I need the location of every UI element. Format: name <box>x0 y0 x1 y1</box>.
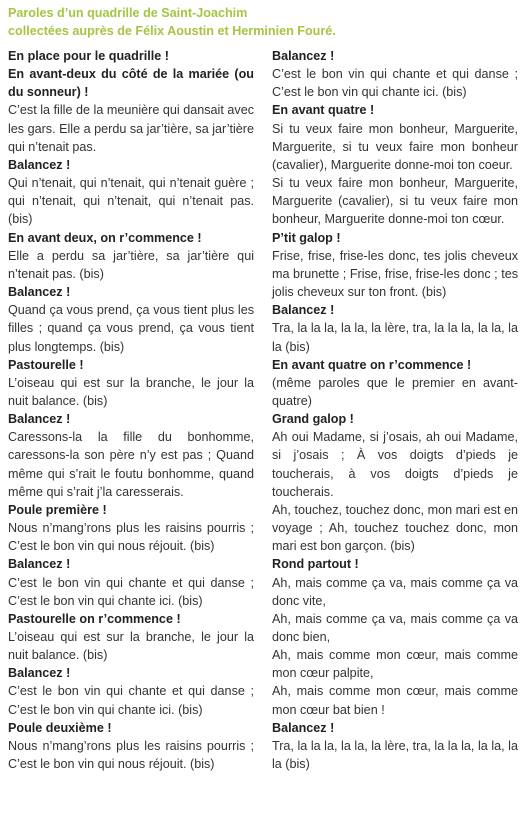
lyrics-paragraph: Ah, mais comme ça va, mais comme ça va donc vite, <box>272 575 518 608</box>
section-heading: Grand galop ! <box>272 412 354 427</box>
left-column <box>8 47 254 773</box>
lyrics-paragraph: Ah, touchez, touchez donc, mon mari est en voyage ; Ah, touchez touchez donc, mon mari est bon garçon. (bis) <box>272 502 518 554</box>
section-heading: Pastourelle ! <box>8 357 84 372</box>
lyrics-paragraph: Si tu veux faire mon bonheur, Marguerite, Marguerite (cavalier), si tu veux faire mon bonheur, Marguerite donne-moi ton cœur. <box>272 176 518 227</box>
section-heading: Poule première ! <box>8 502 107 517</box>
lyrics-paragraph: Caressons-la la fille du bonhomme, caressons-la son père n’y est pas ; Quand même qui s’rait le foutu bonhomme, quand même qui s’rait j’la caresserais. <box>8 430 254 499</box>
right-column <box>272 47 518 773</box>
lyrics-paragraph: C’est le bon vin qui chante et qui danse ; C’est le bon vin qui chante ici. (bis) <box>8 684 254 717</box>
lyrics-paragraph: (même paroles que le premier en avant-quatre) <box>272 375 518 408</box>
section-heading: Balancez ! <box>272 720 335 735</box>
lyrics-paragraph: Nous n’mang’rons plus les raisins pourris ; C’est le bon vin qui nous réjouit. (bis) <box>8 738 254 772</box>
lyrics-paragraph: L’oiseau qui est sur la branche, le jour la nuit balance. (bis) <box>8 630 254 663</box>
lyrics-paragraph: Tra, la la la, la la, la lère, tra, la la la, la la, la la (bis) <box>272 321 518 354</box>
section-heading: Balancez ! <box>272 303 335 318</box>
lyrics-paragraph: Ah, mais comme ça va, mais comme ça va donc bien, <box>272 611 518 644</box>
lyrics-paragraph: Quand ça vous prend, ça vous tient plus les filles ; quand ça vous prend, ça vous tient plus longtemps. (bis) <box>8 303 254 354</box>
section-heading: En avant deux, on r’commence ! <box>8 230 202 245</box>
lyrics-paragraph: Ah, mais comme mon cœur, mais comme mon cœur bat bien ! <box>272 684 518 717</box>
lyrics-paragraph: L’oiseau qui est sur la branche, le jour la nuit balance. (bis) <box>8 375 254 408</box>
lyrics-paragraph: C’est le bon vin qui chante et qui danse ; C’est le bon vin qui chante ici. (bis) <box>272 67 518 100</box>
section-heading: En avant quatre on r’commence ! <box>272 357 472 372</box>
section-heading: P’tit galop ! <box>272 230 341 245</box>
section-heading: Balancez ! <box>272 49 335 63</box>
lyrics-paragraph: Ah oui Madame, si j’osais, ah oui Madame, si j’osais ; À vos doigts d’pieds je toucherais, à vos doigts d’pieds je toucherais. <box>272 430 518 499</box>
section-heading: Balancez ! <box>8 666 71 681</box>
lyrics-paragraph: Ah, mais comme mon cœur, mais comme mon cœur palpite, <box>272 648 518 681</box>
section-heading: Balancez ! <box>8 557 71 572</box>
section-heading: Poule deuxième ! <box>8 720 112 735</box>
title-line-1: Paroles d’un quadrille de Saint-Joachim <box>8 6 248 20</box>
document-title <box>8 4 518 40</box>
section-heading: Rond partout ! <box>272 557 359 572</box>
section-heading: Balancez ! <box>8 285 71 300</box>
section-heading: Balancez ! <box>8 157 71 172</box>
section-heading: En avant quatre ! <box>272 103 375 118</box>
section-heading: Pastourelle on r’commence ! <box>8 611 181 626</box>
lyrics-paragraph: Elle a perdu sa jar’tière, sa jar’tière qui n’tenait pas. (bis) <box>8 248 254 281</box>
lyrics-paragraph: C’est la fille de la meunière qui dansait avec les gars. Elle a perdu sa jar’tière, sa jar’tière qui n’tenait pas. <box>8 103 254 154</box>
lyrics-paragraph: Nous n’mang’rons plus les raisins pourris ; C’est le bon vin qui nous réjouit. (bis) <box>8 521 254 554</box>
lyrics-paragraph: C’est le bon vin qui chante et qui danse ; C’est le bon vin qui chante ici. (bis) <box>8 575 254 608</box>
lyrics-paragraph: Qui n’tenait, qui n’tenait, qui n’tenait guère ; qui n’tenait, qui n’tenait, qui n’tenait pas. (bis) <box>8 176 254 227</box>
section-heading: En avant-deux du côté de la mariée (ou du sonneur) ! <box>8 67 254 100</box>
title-line-2: collectées auprès de Félix Aoustin et Herminien Fouré. <box>8 24 336 38</box>
section-heading: En place pour le quadrille ! <box>8 49 169 63</box>
section-heading: Balancez ! <box>8 412 71 427</box>
lyrics-paragraph: Si tu veux faire mon bonheur, Marguerite, Marguerite, si tu veux faire mon bonheur (cavalier), Marguerite donne-moi ton coeur. <box>272 121 518 172</box>
lyrics-paragraph: Frise, frise, frise-les donc, tes jolis cheveux ma brunette ; Frise, frise, frise-les donc ; tes jolis cheveux sur ton front. (bis) <box>272 248 518 300</box>
lyrics-paragraph: Tra, la la la, la la, la lère, tra, la la la, la la, la la (bis) <box>272 738 518 772</box>
